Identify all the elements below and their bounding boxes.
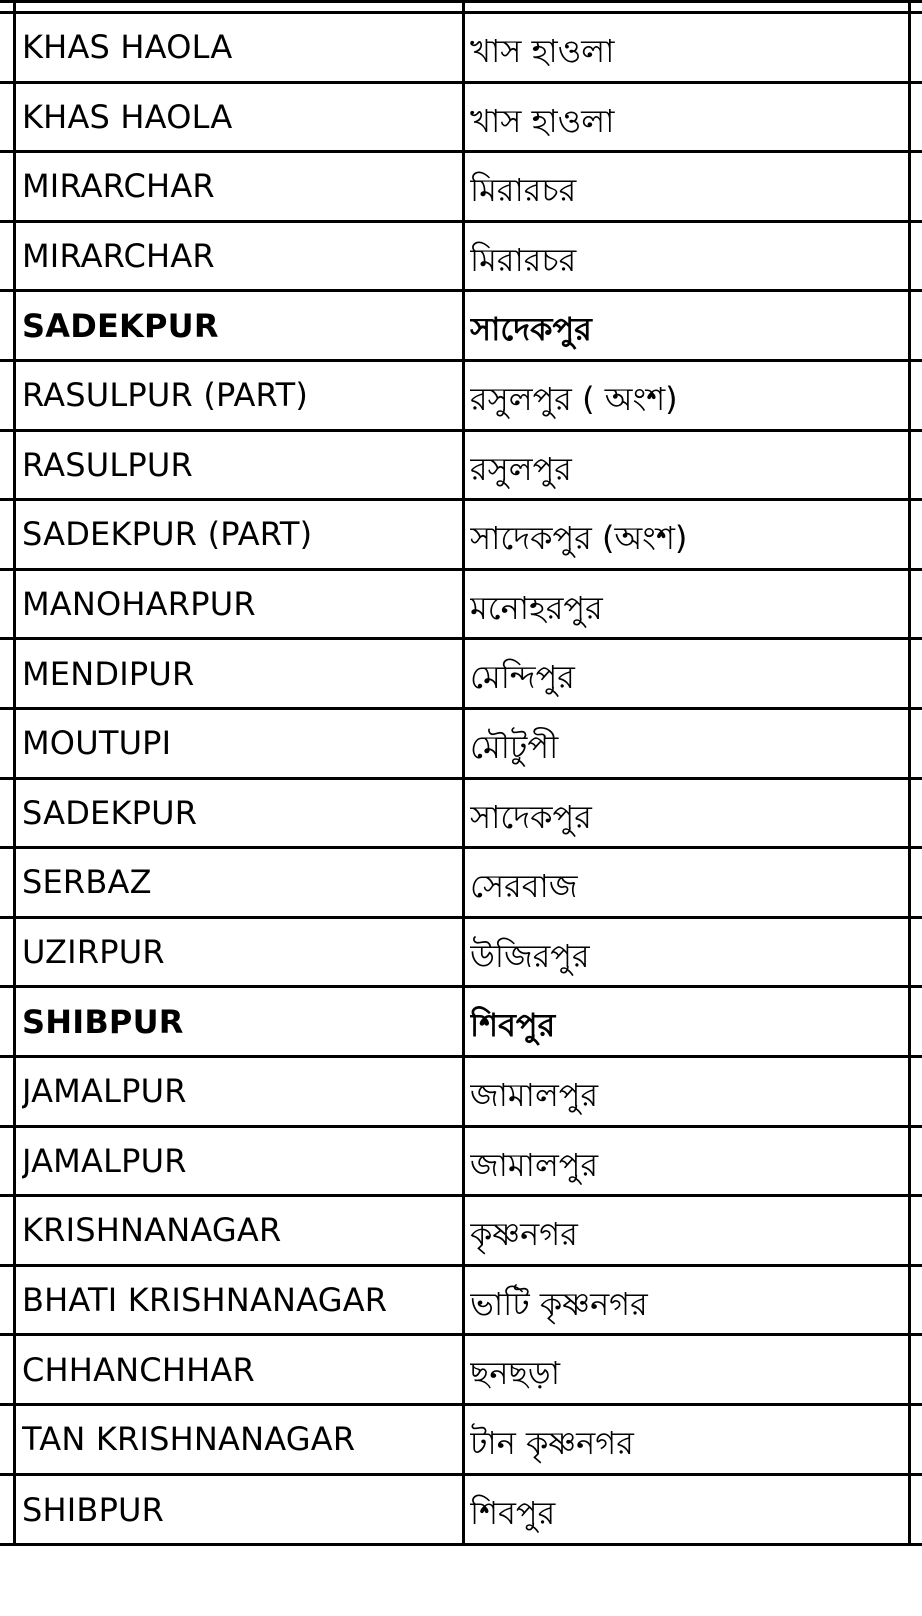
right-border-line (908, 0, 911, 1546)
table-row (0, 1267, 922, 1337)
table-row (0, 153, 922, 223)
previous-row-fragment (0, 0, 922, 14)
english-name-cell: KHAS HAOLA (22, 28, 233, 67)
english-name-cell: MIRARCHAR (22, 237, 215, 276)
table-row (0, 501, 922, 571)
english-name-cell: BHATI KRISHNANAGAR (22, 1281, 388, 1320)
bengali-name-cell: ভাটি কৃষ্ণনগর (470, 1284, 648, 1323)
table-row (0, 362, 922, 432)
table-row (0, 640, 922, 710)
english-name-cell: KRISHNANAGAR (22, 1211, 282, 1250)
english-name-cell: SADEKPUR (22, 306, 219, 345)
bengali-name-cell: সাদেকপুর (470, 797, 592, 836)
english-name-cell: JAMALPUR (22, 1072, 187, 1111)
bengali-name-cell: উজিরপুর (470, 936, 590, 975)
english-name-cell: KHAS HAOLA (22, 97, 233, 136)
bengali-name-cell: শিবপুর (470, 1493, 556, 1532)
bengali-name-cell: মনোহরপুর (470, 588, 603, 627)
english-name-cell: MIRARCHAR (22, 167, 215, 206)
table-row (0, 1128, 922, 1198)
table-row (0, 571, 922, 641)
table-row (0, 1476, 922, 1546)
bengali-name-cell: শিবপুর (470, 1006, 556, 1045)
bengali-name-cell: মৌটুপী (470, 728, 559, 766)
bengali-name-cell: কৃষ্ণনগর (470, 1215, 578, 1254)
table-row (0, 849, 922, 919)
bengali-name-cell: রসুলপুর (470, 449, 572, 488)
table-row (0, 1197, 922, 1267)
column-divider-line (462, 0, 465, 1546)
bengali-name-cell: সাদেকপুর (470, 310, 592, 349)
table-row (0, 84, 922, 154)
english-name-cell: UZIRPUR (22, 933, 165, 972)
english-name-cell: SADEKPUR (22, 793, 198, 832)
english-name-cell: JAMALPUR (22, 1141, 187, 1180)
table-row (0, 223, 922, 293)
bengali-name-cell: খাস হাওলা (470, 32, 615, 70)
english-name-cell: MENDIPUR (22, 654, 195, 693)
bengali-name-cell: সেরবাজ (470, 867, 578, 906)
english-name-cell: MOUTUPI (22, 724, 172, 763)
bengali-name-cell: ছনছড়া (470, 1354, 561, 1393)
bengali-name-cell: জামালপুর (470, 1145, 599, 1184)
table-row (0, 1406, 922, 1476)
english-name-cell: SHIBPUR (22, 1002, 184, 1041)
english-name-cell: SERBAZ (22, 863, 152, 902)
table-row (0, 710, 922, 780)
table-row-heading (0, 292, 922, 362)
table-row (0, 432, 922, 502)
bengali-name-cell: খাস হাওলা (470, 101, 615, 140)
english-name-cell: RASULPUR (PART) (22, 376, 309, 415)
english-name-cell: SADEKPUR (PART) (22, 515, 313, 554)
bengali-name-cell: রসুলপুর ( অংশ) (470, 380, 678, 418)
table-row (0, 919, 922, 989)
bengali-name-cell: মিরারচর (470, 240, 577, 279)
english-name-cell: CHHANCHHAR (22, 1350, 255, 1389)
table-row (0, 780, 922, 850)
bengali-name-cell: মিরারচর (470, 171, 577, 210)
english-name-cell: TAN KRISHNANAGAR (22, 1420, 356, 1459)
bengali-name-cell: সাদেকপুর (অংশ) (470, 519, 688, 558)
table-row (0, 1058, 922, 1128)
left-border-line (13, 0, 16, 1546)
english-name-cell: RASULPUR (22, 445, 193, 484)
english-name-cell: MANOHARPUR (22, 585, 256, 624)
bengali-name-cell: জামালপুর (470, 1076, 599, 1114)
english-name-cell: SHIBPUR (22, 1491, 165, 1530)
bengali-name-cell: মেন্দিপুর (470, 658, 575, 697)
table-row (0, 1336, 922, 1406)
bengali-name-cell: টান কৃষ্ণনগর (470, 1424, 634, 1462)
table-row (0, 14, 922, 84)
table-row-heading (0, 988, 922, 1058)
